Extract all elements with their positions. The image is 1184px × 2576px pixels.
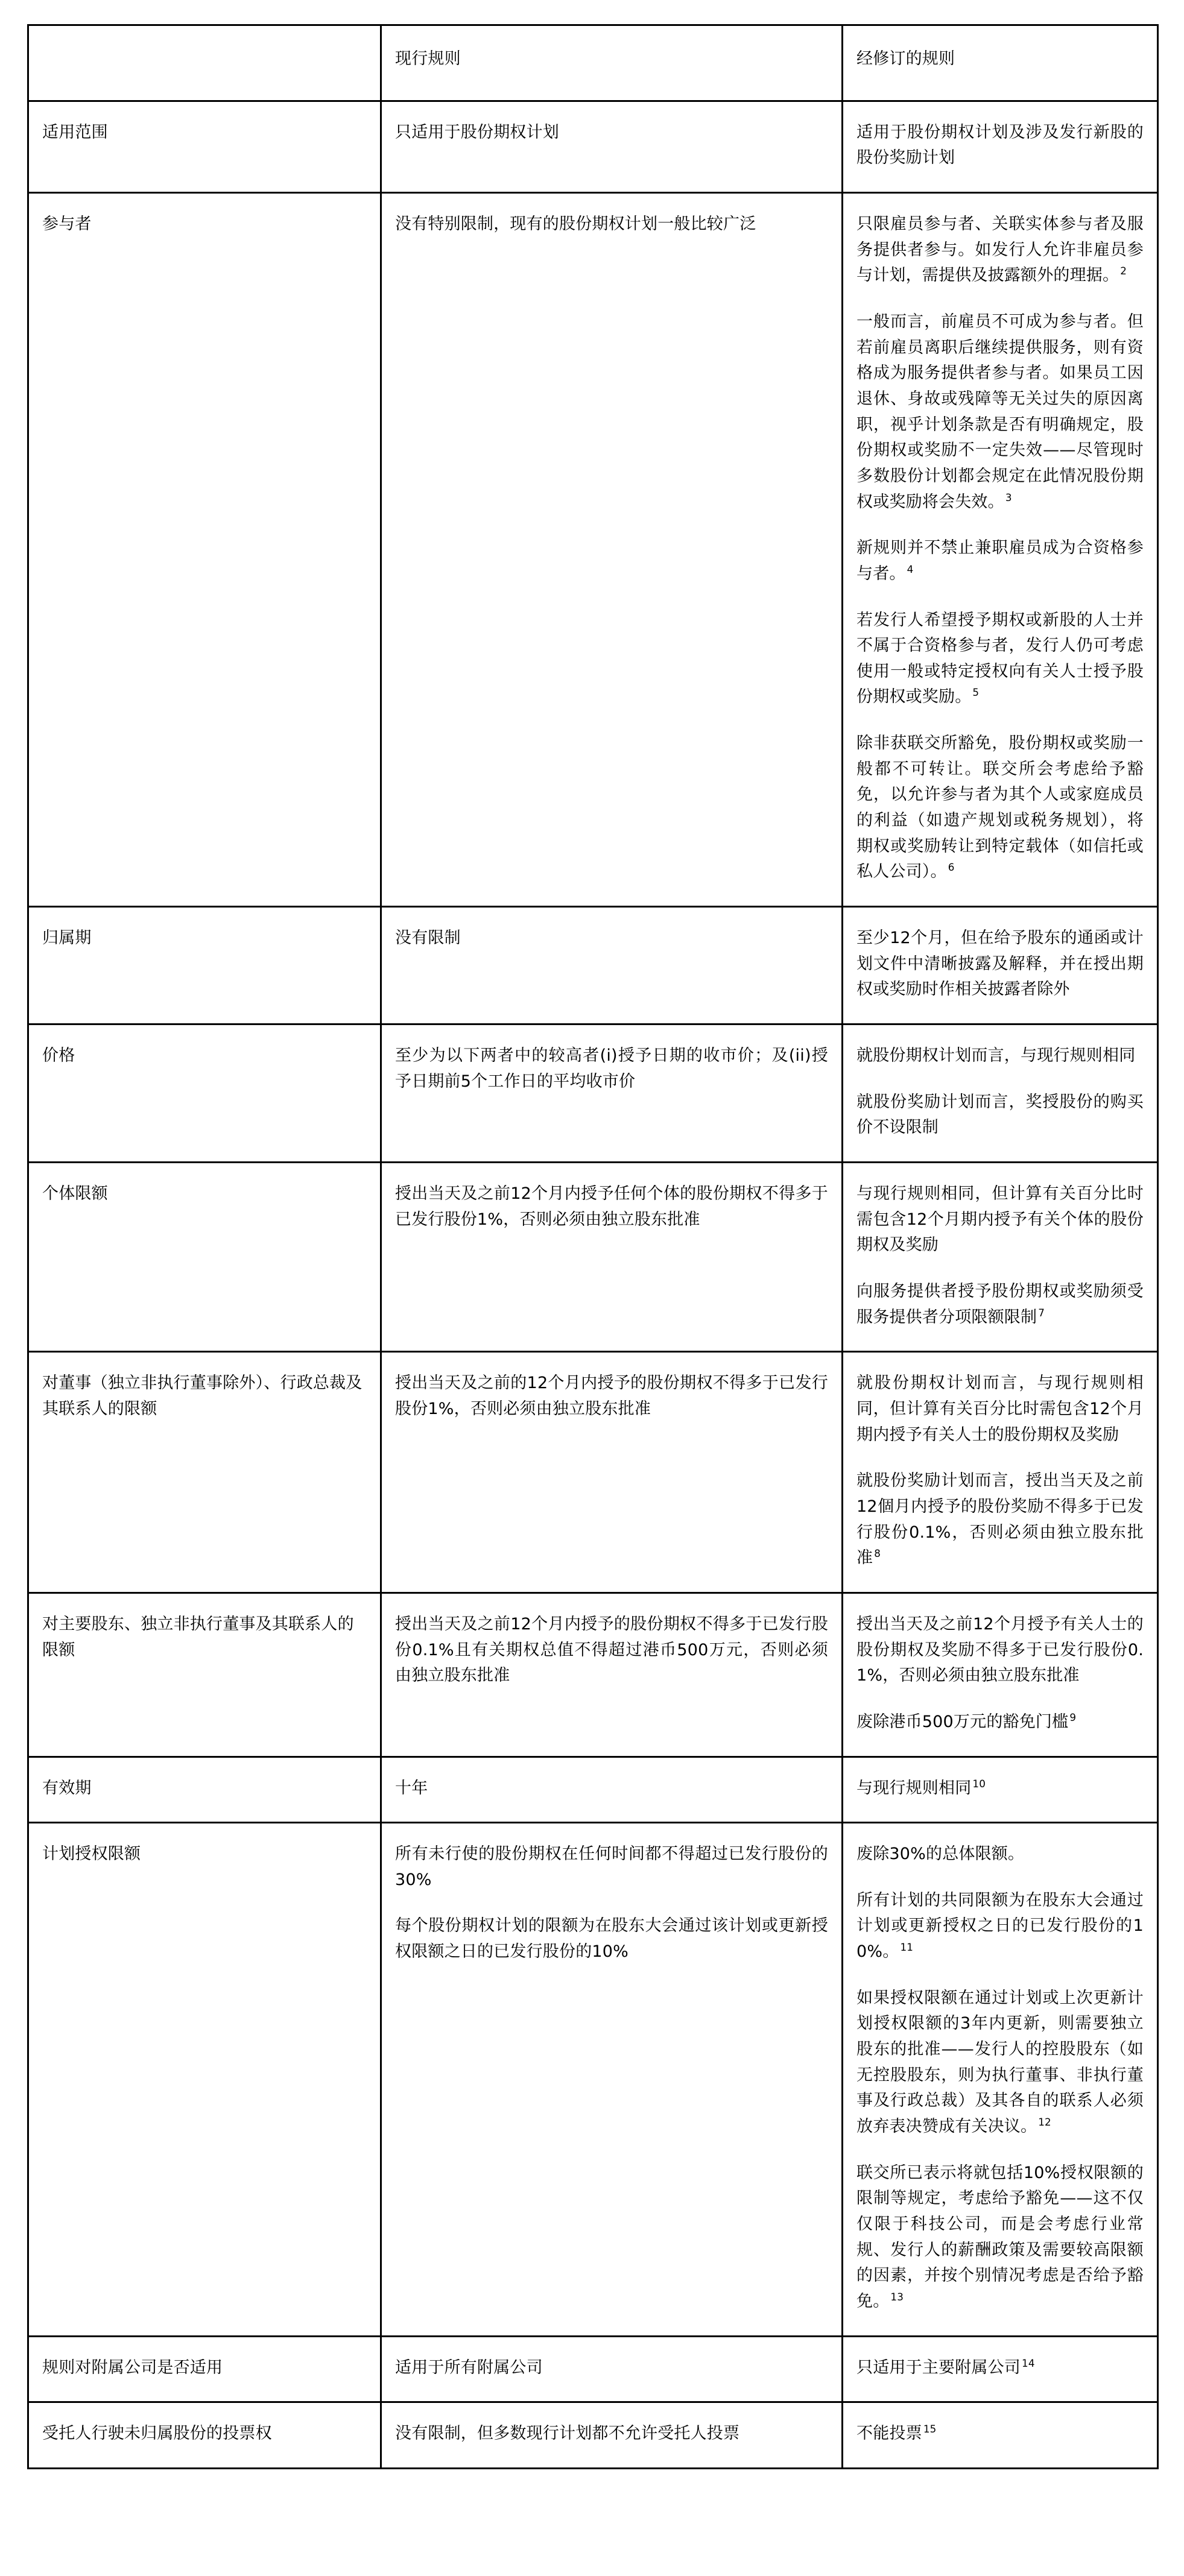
cell-revised (843, 1163, 1158, 1352)
column-header-revised: 经修订的规则 (843, 25, 1158, 101)
row-topic-label: 规则对附属公司是否适用 (28, 2336, 381, 2402)
paragraph: 适用于股份期权计划及涉及发行新股的股份奖励计划 (856, 122, 1144, 168)
paragraph: 若发行人希望授予期权或新股的人士并不属于合资格参与者，发行人仍可考虑使用一般或特定授权向有关人士授予股份期权或奖励。 $^5$ (856, 610, 1144, 707)
table-row (28, 1823, 1158, 2337)
cell-revised (843, 1352, 1158, 1593)
footnote-marker: 3 (1005, 491, 1012, 504)
footnote-marker: 14 (1022, 2357, 1035, 2369)
paragraph: 每个股份期权计划的限额为在股东大会通过该计划或更新授权限额之日的已发行股份的10% (395, 1916, 828, 1962)
cell-revised (843, 2336, 1158, 2402)
row-topic-label: 计划授权限额 (28, 1823, 381, 2337)
rules-comparison-table (27, 24, 1159, 2469)
cell-revised (843, 1823, 1158, 2337)
row-topic-label: 归属期 (28, 907, 381, 1024)
table-row (28, 907, 1158, 1024)
cell-current (381, 2336, 843, 2402)
table-row (28, 2336, 1158, 2402)
footnote-marker: 5 (972, 686, 980, 699)
paragraph: 废除30%的总体限额。 (856, 1845, 1025, 1864)
paragraph: 与现行规则相同，但计算有关百分比时需包含12个月期内授予有关个体的股份期权及奖励 (856, 1184, 1144, 1255)
cell-revised (843, 192, 1158, 906)
cell-revised (843, 2402, 1158, 2469)
paragraph: 没有特别限制，现有的股份期权计划一般比较广泛 (395, 214, 756, 233)
table-header-row (28, 25, 1158, 101)
footnote-marker: 4 (907, 563, 914, 575)
paragraph: 一般而言，前雇员不可成为参与者。但若前雇员离职后继续提供服务，则有资格成为服务提供者参与者。如果员工因退休、身故或残障等无关过失的原因离职，视乎计划条款是否有明确规定，股份期权或奖励不一定失效——尽管现时多数股份计划都会规定在此情况股份期权或奖励将会失效。 $^3$ (856, 312, 1144, 511)
cell-revised (843, 101, 1158, 192)
table-row (28, 1024, 1158, 1163)
paragraph: 与现行规则相同 $^{10}$ (856, 1777, 986, 1798)
paragraph: 新规则并不禁止兼职雇员成为合资格参与者。 $^4$ (856, 538, 1144, 583)
cell-current (381, 192, 843, 906)
document-page (0, 24, 1184, 2576)
cell-revised (843, 1024, 1158, 1163)
row-topic-label: 个体限额 (28, 1163, 381, 1352)
cell-current (381, 1024, 843, 1163)
paragraph: 就股份奖励计划而言，授出当天及之前12個月内授予的股份奖励不得多于已发行股份0.1%，否则必须由独立股东批准 $^8$ (856, 1471, 1144, 1568)
paragraph: 授出当天及之前12个月内授予的股份期权不得多于已发行股份0.1%且有关期权总值不得超过港币500万元，否则必须由独立股东批准 (395, 1614, 828, 1685)
cell-revised (843, 907, 1158, 1024)
cell-current (381, 907, 843, 1024)
footnote-marker: 8 (874, 1547, 881, 1560)
paragraph: 废除港币500万元的豁免门槛 $^9$ (856, 1711, 1077, 1731)
paragraph: 只适用于股份期权计划 (395, 122, 559, 142)
row-topic-label: 受托人行驶未归属股份的投票权 (28, 2402, 381, 2469)
paragraph: 所有计划的共同限额为在股东大会通过计划或更新授权之日的已发行股份的10%。 $^{11}$ (856, 1890, 1144, 1962)
paragraph: 只适用于主要附属公司 $^{14}$ (856, 2357, 1035, 2377)
paragraph: 联交所已表示将就包括10%授权限额的限制等规定，考虑给予豁免——这不仅仅限于科技公司，而是会考虑行业常规、发行人的薪酬政策及需要较高限额的因素，并按个别情况考虑是否给予豁免。 $^{13}$ (856, 2163, 1144, 2311)
paragraph: 所有未行使的股份期权在任何时间都不得超过已发行股份的30% (395, 1845, 828, 1889)
paragraph: 向服务提供者授予股份期权或奖励须受服务提供者分项限额限制 $^7$ (856, 1281, 1144, 1327)
cell-current (381, 1163, 843, 1352)
paragraph: 至少为以下两者中的较高者(i)授予日期的收市价；及(ii)授予日期前5个工作日的平均收市价 (395, 1046, 828, 1091)
cell-current (381, 1823, 843, 2337)
cell-revised (843, 1593, 1158, 1757)
table-row (28, 1757, 1158, 1823)
row-topic-label: 对主要股东、独立非执行董事及其联系人的限额 (28, 1593, 381, 1757)
table-row (28, 1593, 1158, 1757)
table-body (28, 25, 1158, 2469)
column-header-topic (28, 25, 381, 101)
cell-current (381, 1757, 843, 1823)
paragraph: 没有限制，但多数现行计划都不允许受托人投票 (395, 2424, 740, 2443)
row-topic-label: 有效期 (28, 1757, 381, 1823)
paragraph: 没有限制 (395, 929, 461, 948)
table-row (28, 192, 1158, 906)
table-row (28, 101, 1158, 192)
cell-current (381, 1593, 843, 1757)
paragraph: 授出当天及之前的12个月内授予的股份期权不得多于已发行股份1%，否则必须由独立股东批准 (395, 1374, 828, 1418)
cell-current (381, 101, 843, 192)
footnote-marker: 7 (1038, 1306, 1045, 1319)
footnote-marker: 2 (1120, 265, 1127, 277)
paragraph: 如果授权限额在通过计划或上次更新计划授权限额的3年内更新，则需要独立股东的批准——发行人的控股股东（如无控股股东，则为执行董事、非执行董事及行政总裁）及其各自的联系人必须放弃表决赞成有关决议。 $^{12}$ (856, 1988, 1144, 2136)
row-topic-label: 适用范围 (28, 101, 381, 192)
paragraph: 适用于所有附属公司 (395, 2358, 543, 2377)
paragraph: 只限雇员参与者、关联实体参与者及服务提供者参与。如发行人允许非雇员参与计划，需提供及披露额外的理据。 $^2$ (856, 214, 1144, 285)
footnote-marker: 13 (890, 2291, 904, 2303)
footnote-marker: 10 (972, 1777, 986, 1790)
paragraph: 就股份奖励计划而言，奖授股份的购买价不设限制 (856, 1092, 1144, 1137)
table-row (28, 1352, 1158, 1593)
cell-current (381, 2402, 843, 2469)
row-topic-label: 对董事（独立非执行董事除外）、行政总裁及其联系人的限额 (28, 1352, 381, 1593)
paragraph: 授出当天及之前12个月授予有关人士的股份期权及奖励不得多于已发行股份0.1%，否则必须由独立股东批准 (856, 1614, 1144, 1685)
footnote-marker: 11 (900, 1941, 914, 1954)
table-row (28, 2402, 1158, 2469)
cell-current (381, 1352, 843, 1593)
row-topic-label: 价格 (28, 1024, 381, 1163)
paragraph: 至少12个月，但在给予股东的通函或计划文件中清晰披露及解释，并在授出期权或奖励时作相关披露者除外 (856, 929, 1144, 999)
footnote-marker: 6 (948, 861, 955, 874)
footnote-marker: 15 (923, 2423, 937, 2436)
column-header-current: 现行规则 (381, 25, 843, 101)
footnote-marker: 9 (1069, 1711, 1077, 1723)
paragraph: 除非获联交所豁免，股份期权或奖励一般都不可转让。联交所会考虑给予豁免，以允许参与者为其个人或家庭成员的利益（如遗产规划或税务规划），将期权或奖励转让到特定载体（如信托或私人公司）。 $^6$ (856, 734, 1144, 882)
paragraph: 十年 (395, 1778, 428, 1798)
paragraph: 就股份期权计划而言，与现行规则相同 (856, 1046, 1136, 1065)
footnote-marker: 12 (1038, 2116, 1051, 2129)
paragraph: 不能投票 $^{15}$ (856, 2423, 937, 2443)
table-row (28, 1163, 1158, 1352)
paragraph: 就股份期权计划而言，与现行规则相同，但计算有关百分比时需包含12个月期内授予有关人士的股份期权及奖励 (856, 1374, 1144, 1444)
cell-revised (843, 1757, 1158, 1823)
row-topic-label: 参与者 (28, 192, 381, 906)
paragraph: 授出当天及之前12个月内授予任何个体的股份期权不得多于已发行股份1%，否则必须由独立股东批准 (395, 1184, 828, 1229)
